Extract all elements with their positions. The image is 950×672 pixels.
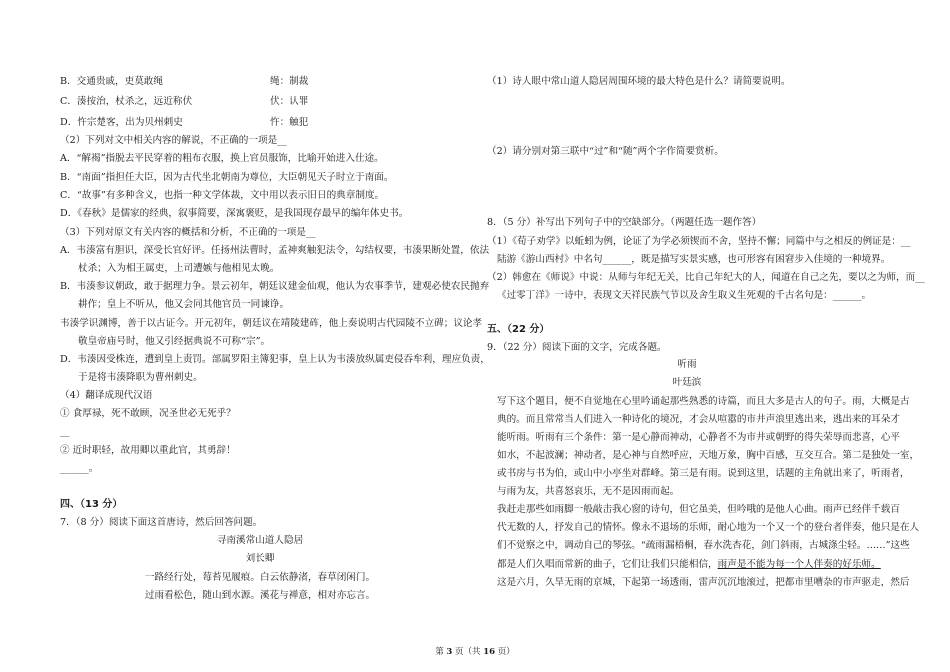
section-5-heading: 五、（22 分） xyxy=(487,324,550,335)
poem-line-1: 一路经行处，莓苔见履痕。白云依静渚，春草闭闲门。 xyxy=(144,572,376,583)
question-8-2-line1: （2）韩愈在《师说》中说：从师与年纪无关，比自己年纪大的人，闻道在自己之先，要以之为师，而__ xyxy=(487,272,925,283)
question-2-option-c: C．“故事”有多种含义，也指一种文学体裁，文中用以表示旧日的典章制度。 xyxy=(60,190,385,201)
question-3-option-a-line1: A．韦湊富有胆识，深受长官好评。任扬州法曹时，孟神爽触犯法令，勾结权要，韦湊果断处置，依法 xyxy=(60,245,490,256)
page-number: 3 xyxy=(446,647,453,657)
essay-paragraph-2-line-2: 代无数的人，抒发自己的情怀。像永不退场的乐师，耐心地为一个又一个的登台者伴奏，他只是在人 xyxy=(497,522,920,533)
question-3-option-a-line2: 杖杀；入为相王属吏，上司遭嫉与他相见太晚。 xyxy=(78,263,280,274)
option-d: D．忤宗楚客，出为贝州刺史 xyxy=(60,117,183,128)
essay-paragraph-2-line-3: 们不觉察之中，调动自己的琴弦。“疏雨漏梧桐，春水洗杏花，剑门斜雨，古城涤尘轻。……”这些 xyxy=(497,540,910,551)
question-8-1-line1: （1）《荀子劝学》以蚯蚓为例，论证了为学必须锲而不舍，坚持不懈；同篇中与之相反的例证是：__ xyxy=(487,236,911,247)
question-3-option-d-line2: 于是将韦湊降职为曹州刺史。 xyxy=(78,372,203,383)
question-3-option-d-line1: D．韦湊因受株连，遭到皇上责罚。部属罗阳主簿犯事，皇上认为韦湊放纵属吏侵吞牟利，理应负责， xyxy=(60,354,490,365)
question-3-option-c-line2: 敬皇帝庙号时，他又引经据典说不可称“宗”。 xyxy=(78,336,271,347)
question-3: （3）下列对原文有关内容的概括和分析，不正确的一项是__ xyxy=(60,227,316,238)
question-8-2-line2: 《过零丁洋》一诗中，表现文天祥民族气节以及舍生取义生死观的千古名句是：______。 xyxy=(497,290,872,301)
question-4-item-1: ① 食厚禄，死不敢顾，况圣世必无死乎？ xyxy=(60,408,236,419)
option-c-note: 伏：认罪 xyxy=(270,96,309,107)
question-4: （4）翻译成现代汉语 xyxy=(60,390,153,401)
essay-paragraph-1-line-5: 或书房与书为伯，或山中小亭坐对群峰。第三是有雨。说到这里，话题的主角就出来了，听雨者， xyxy=(497,468,910,479)
answer-blank-1: __ xyxy=(60,426,70,437)
underlined-sentence: 雨声是不能为每一个人伴奏的好乐师。 xyxy=(717,559,881,570)
page-footer xyxy=(0,645,950,657)
question-2-option-b: B．“南面”指担任大臣，因为古代坐北朝南为尊位，大臣朝见天子时立于南面。 xyxy=(60,172,394,183)
total-pages: 16 xyxy=(483,647,496,657)
poem-author: 刘长卿 xyxy=(245,553,275,564)
poem-title: 寻南溪常山道人隐居 xyxy=(216,535,304,546)
essay-text: 都是人们久唱而常新的曲子，它们让我们只能相信， xyxy=(497,559,718,570)
question-3-option-b-line2: 耕作；皇上不听从，他又会同其他官员一同谏诤。 xyxy=(78,299,290,310)
essay-paragraph-1-line-2: 典的。而且常常当人们进入一种诗化的境况，才会从喧嚣的市井声浪里逃出来，逃出来的耳朵才 xyxy=(497,414,900,425)
question-8: 8．（5 分）补写出下列句子中的空缺部分。（两题任选一题作答） xyxy=(487,217,762,228)
question-3-option-c-line1: 韦湊学识渊博，善于以古证今。开元初年，朝廷议在靖陵建砗，他上奏说明古代园陵不立碑；议论孝 xyxy=(60,318,483,329)
question-8-1-line2: 陆游《游山西村》中名句______，既是描写实景实感，也可形容有困窘步入佳境的一种境界。 xyxy=(497,254,891,265)
question-9: 9．（22 分）阅读下面的文字，完成各题。 xyxy=(487,342,667,353)
essay-paragraph-1-line-6: 与雨为友，共喜怒哀乐，无不是因雨而起。 xyxy=(497,486,680,497)
essay-author: 叶廷滨 xyxy=(672,377,702,388)
question-7: 7．（8 分）阅读下面这首唐诗，然后回答问题。 xyxy=(60,517,263,528)
section-4-heading: 四、（13 分） xyxy=(60,499,123,510)
answer-blank-2: ______。 xyxy=(60,463,99,474)
option-d-note: 忤：触犯 xyxy=(270,117,309,128)
question-7-1: （1）诗人眼中常山道人隐居周围环境的最大特色是什么？请简要说明。 xyxy=(487,76,791,87)
question-2-option-a: A．“解褐”指脱去平民穿着的粗布衣服，换上官员服饰，比喻开始进入仕途。 xyxy=(60,153,384,164)
option-c: C．湊按治，杖杀之，远近称伏 xyxy=(60,96,193,107)
question-7-2: （2）请分别对第三联中“过”和“随”两个字作简要赏析。 xyxy=(487,146,724,157)
question-3-option-b-line1: B．韦湊参议朝政，敢于据理力争。景云初年，朝廷议建金仙观，他认为农事季节，建观必使农民抛弃 xyxy=(60,281,490,292)
question-2: （2）下列对文中相关内容的解说，不正确的一项是__ xyxy=(60,135,287,146)
footer-prefix: 第 xyxy=(435,647,447,657)
essay-paragraph-2-line-1: 我赶走那些如雨脚一般敲击我心窗的诗句，但它虽美，但吟哦的是他人心曲。雨声已经伴千载百 xyxy=(497,504,900,515)
question-4-item-2: ② 近时职轻，故用卿以重此官，其勇辞！ xyxy=(60,445,236,456)
poem-line-2: 过雨看松色，随山到水源。溪花与禅意，相对亦忘言。 xyxy=(144,590,376,601)
footer-suffix: 页） xyxy=(495,647,515,657)
footer-mid: 页（共 xyxy=(452,647,484,657)
essay-title: 听雨 xyxy=(677,359,697,370)
essay-paragraph-2-line-4 xyxy=(497,559,881,571)
question-2-option-d: D．《春秋》是儒家的经典，叙事简要，深寓褒贬，是我国现存最早的编年体史书。 xyxy=(60,208,409,219)
option-b: B．交通贵戚，吏莫敢绳 xyxy=(60,76,163,87)
option-b-note: 绳：制裁 xyxy=(270,76,309,87)
essay-paragraph-3-line-1: 这是六月，久旱无雨的京城，下起第一场透雨，雷声沉沉地滚过，把都市里嘈杂的市声驱走，然后 xyxy=(497,577,910,588)
essay-paragraph-1-line-1: 写下这个题目，便不自觉地在心里吟诵起那些熟悉的诗篇，而且大多是古人的句子。雨，大概是古 xyxy=(497,396,910,407)
essay-paragraph-1-line-4: 如水，不起波澜；神动者，是心神与自然呼应，天地万象，胸中百感，互交互合。第二是独处一室， xyxy=(497,450,920,461)
essay-paragraph-1-line-3: 能听雨。听雨有三个条件：第一是心静而神动，心静者不为市井或朝野的得失荣辱而悲喜，心平 xyxy=(497,432,900,443)
